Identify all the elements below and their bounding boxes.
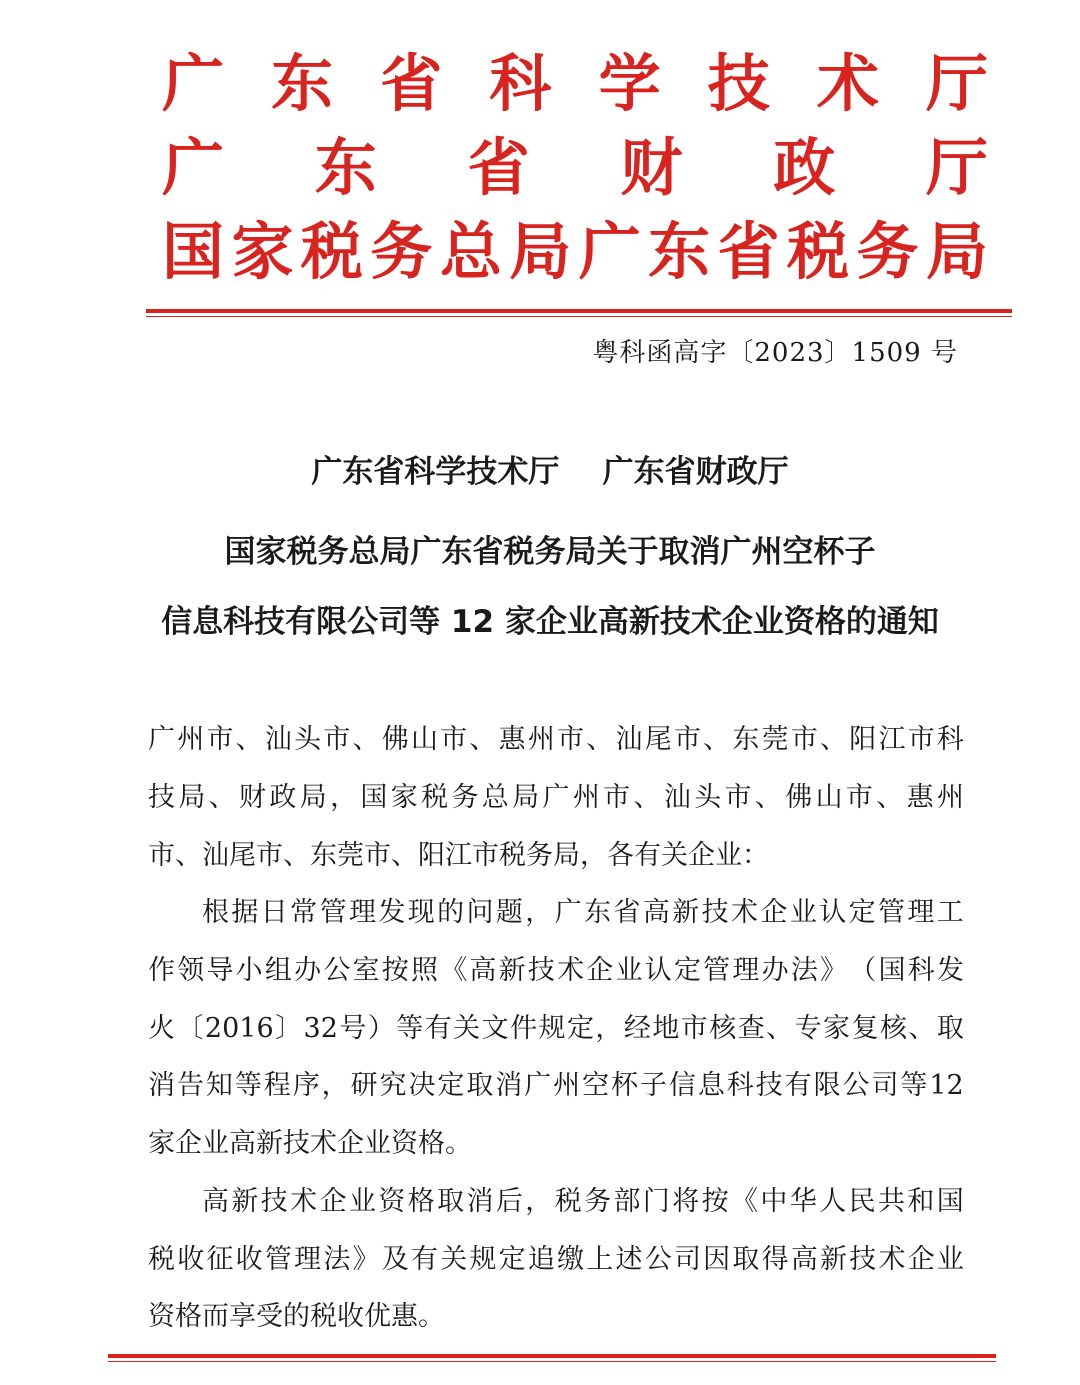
footer-divider-thin [108, 1361, 996, 1362]
issuer-character: 局 [925, 215, 988, 288]
issuer-character: 广 [578, 215, 641, 288]
issuer-character: 省 [467, 131, 530, 204]
issuer-character: 省 [717, 215, 780, 288]
paragraph-1-line: 作 领 导 小 组 办 公 室 按 照 《 高 新 技 术 企 业 认 定 管 理 办 法 》 （ 国 科 发 [148, 955, 964, 986]
issuer-character: 技 [707, 47, 770, 120]
document-number: 粤科函高字〔2023〕1509 号 [592, 338, 958, 368]
paragraph-1-line: 消 告 知 等 程 序 ， 研 究 决 定 取 消 广 州 空 杯 子 信 息 科 技 有 限 公 司 等 12 [148, 1070, 964, 1101]
title-line-1: 广东省科学技术厅 广东省财政厅 [311, 454, 789, 490]
paragraph-2-line: 资格而享受的税收优惠。 [148, 1301, 445, 1332]
issuer-character: 广 [162, 131, 225, 204]
issuer-character: 东 [648, 215, 711, 288]
issuer-character: 政 [773, 131, 836, 204]
paragraph-1-line: 家企业高新技术企业资格。 [148, 1128, 472, 1159]
issuer-name-tax-bureau [162, 212, 988, 292]
issuer-character: 税 [787, 215, 850, 288]
issuer-character: 财 [620, 131, 683, 204]
issuer-character: 务 [370, 215, 433, 288]
paragraph-1-line: 火 〔 2016 〕 32 号 ） 等 有 关 文 件 规 定 ， 经 地 市 核 查 、 专 家 复 核 、 取 [148, 1013, 964, 1044]
letterhead-divider [146, 309, 1012, 313]
issuer-character: 学 [598, 47, 661, 120]
issuer-name-science-dept [162, 44, 988, 124]
issuer-character: 东 [271, 47, 334, 120]
issuer-character: 家 [231, 215, 294, 288]
issuer-character: 科 [489, 47, 552, 120]
addressee-line: 广 州 市 、 汕 头 市 、 佛 山 市 、 惠 州 市 、 汕 尾 市 、 东 莞 市 、 阳 江 市 科 [148, 724, 964, 755]
issuer-character: 务 [856, 215, 919, 288]
issuer-character: 广 [162, 47, 225, 120]
paragraph-2-line: 税 收 征 收 管 理 法 》 及 有 关 规 定 追 缴 上 述 公 司 因 取 得 高 新 技 术 企 业 [148, 1244, 964, 1275]
issuer-character: 省 [380, 47, 443, 120]
title-line-2: 国家税务总局广东省税务局关于取消广州空杯子 [224, 534, 876, 570]
issuer-character: 国 [162, 215, 225, 288]
issuer-character: 术 [816, 47, 879, 120]
addressee-line: 技 局 、 财 政 局 ， 国 家 税 务 总 局 广 州 市 、 汕 头 市 、 佛 山 市 、 惠 州 [148, 782, 964, 813]
issuer-character: 税 [300, 215, 363, 288]
issuer-character: 厅 [925, 47, 988, 120]
title-line-3: 信息科技有限公司等 12 家企业高新技术企业资格的通知 [161, 604, 939, 640]
issuer-character: 总 [439, 215, 502, 288]
issuer-character: 东 [314, 131, 377, 204]
issuer-character: 厅 [925, 131, 988, 204]
footer-divider [108, 1354, 996, 1358]
paragraph-1-line: 根 据 日 常 管 理 发 现 的 问 题 ， 广 东 省 高 新 技 术 企 业 认 定 管 理 工 [202, 897, 964, 928]
issuer-name-finance-dept [162, 128, 988, 208]
paragraph-2-line: 高 新 技 术 企 业 资 格 取 消 后 ， 税 务 部 门 将 按 《 中 华 人 民 共 和 国 [202, 1186, 964, 1217]
letterhead-divider-thin [146, 316, 1012, 317]
addressee-line: 市、汕尾市、东莞市、阳江市税务局，各有关企业： [148, 840, 769, 871]
issuer-character: 局 [509, 215, 572, 288]
